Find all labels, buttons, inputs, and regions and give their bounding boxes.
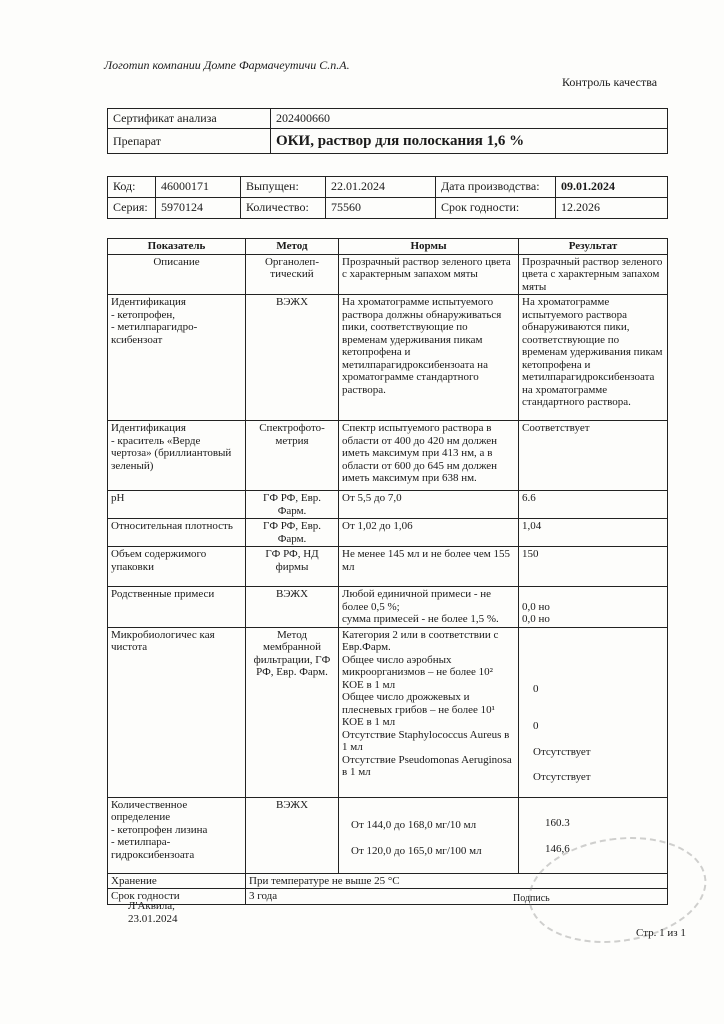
- norm-line: Категория 2 или в соответствии с Евр.Фарм.: [342, 628, 499, 653]
- table-row: [108, 519, 668, 547]
- result-cell: Соответствует: [519, 421, 668, 491]
- norm-line: Отсутствие Staphylococcus Aureus в 1 мл: [342, 728, 510, 753]
- method-cell: Спектрофото-метрия: [246, 421, 339, 491]
- norm-line: От 120,0 до 165,0 мг/100 мл: [351, 845, 482, 857]
- code-label: Код:: [108, 177, 156, 198]
- table-row: [108, 421, 668, 491]
- storage-label: Хранение: [108, 873, 246, 889]
- method-cell: ВЭЖХ: [246, 587, 339, 628]
- product-name: ОКИ, раствор для полоскания 1,6 %: [271, 128, 668, 154]
- parameter-cell: Относительная плотность: [108, 519, 246, 547]
- series-value: 5970124: [156, 198, 241, 219]
- footer-date: 23.01.2024: [128, 913, 178, 925]
- method-cell: ВЭЖХ: [246, 295, 339, 421]
- result-line: 0: [533, 720, 539, 732]
- result-cell: На хроматограмме испытуемого раствора обнаруживаются пики, соответствующие по временам удерживания пикам кетопрофена и метилпарагидроксибензоата на хроматограмме стандартного раствора.: [519, 295, 668, 421]
- column-header-method: Метод: [246, 239, 339, 255]
- certificate-label: Сертификат анализа: [108, 109, 271, 129]
- result-cell: 150: [519, 547, 668, 587]
- result-line: 0: [533, 682, 539, 695]
- method-cell: ГФ РФ, Евр. Фарм.: [246, 491, 339, 519]
- norm-cell: От 5,5 до 7,0: [339, 491, 519, 519]
- batch-info-table: [107, 176, 668, 219]
- page-number: Стр. 1 из 1: [636, 927, 686, 939]
- column-header-parameter: Показатель: [108, 239, 246, 255]
- result-line: Отсутствует: [533, 771, 591, 783]
- expiry-label: Срок годности:: [436, 198, 556, 219]
- storage-value: При температуре не выше 25 °С: [246, 873, 668, 889]
- norm-cell: [339, 627, 519, 797]
- method-cell: ГФ РФ, НД фирмы: [246, 547, 339, 587]
- expiry-value: 12.2026: [556, 198, 668, 219]
- result-cell: 0,0 но 0,0 но: [519, 587, 668, 628]
- norm-line: От 144,0 до 168,0 мг/10 мл: [351, 818, 477, 831]
- footer-place-date: [128, 900, 178, 926]
- parameter-cell: pH: [108, 491, 246, 519]
- norm-cell: Прозрачный раствор зеленого цвета с характерным запахом мяты: [339, 254, 519, 295]
- method-cell: ГФ РФ, Евр. Фарм.: [246, 519, 339, 547]
- parameter-cell: Родственные примеси: [108, 587, 246, 628]
- norm-line: Отсутствие Pseudomonas Aeruginosa в 1 мл: [342, 753, 512, 778]
- result-cell: 1,04: [519, 519, 668, 547]
- norm-cell: [339, 797, 519, 873]
- norm-line: Общее число дрожжевых и плесневых грибов – не более 10¹ КОЕ в 1 мл: [342, 691, 495, 728]
- norm-cell: Не менее 145 мл и не более чем 155 мл: [339, 547, 519, 587]
- signature-label: Подпись: [513, 893, 550, 904]
- method-cell: Органолеп-тический: [246, 254, 339, 295]
- footer-city: Л'Аквила,: [128, 900, 175, 912]
- parameter-cell: Объем содержимого упаковки: [108, 547, 246, 587]
- norm-cell: Любой единичной примеси - не более 0,5 %; сумма примесей - не более 1,5 %.: [339, 587, 519, 628]
- norm-cell: Спектр испытуемого раствора в области от 400 до 420 нм должен иметь максимум при 413 нм, а в области от 600 до 645 нм должен иметь максимум при 638 нм.: [339, 421, 519, 491]
- quantity-value: 75560: [326, 198, 436, 219]
- result-cell: 6.6: [519, 491, 668, 519]
- table-row: [108, 547, 668, 587]
- result-cell: Прозрачный раствор зеленого цвета с характерным запахом мяты: [519, 254, 668, 295]
- method-cell: Метод мембранной фильтрации, ГФ РФ, Евр. Фарм.: [246, 627, 339, 797]
- norm-cell: На хроматограмме испытуемого раствора должны обнаруживаться пики, соответствующие по временам удерживания пикам кетопрофена и метилпарагидроксибензоата на хроматограмме стандартного раствора.: [339, 295, 519, 421]
- product-label: Препарат: [108, 128, 271, 154]
- released-label: Выпущен:: [241, 177, 326, 198]
- parameter-cell: Микробиологичес кая чистота: [108, 627, 246, 797]
- production-date-value: 09.01.2024: [556, 177, 668, 198]
- company-logo-text: Логотип компании Домпе Фармачеутичи С.п.А.: [104, 58, 350, 72]
- parameter-cell: Описание: [108, 254, 246, 295]
- norm-line: Общее число аэробных микроорганизмов – не более 10² КОЕ в 1 мл: [342, 653, 493, 691]
- parameter-cell: Идентификация - кетопрофен, - метилпарагидро-ксибензоат: [108, 295, 246, 421]
- method-cell: ВЭЖХ: [246, 797, 339, 873]
- result-line: 146,6: [545, 843, 570, 855]
- quality-control-label: Контроль качества: [562, 75, 658, 89]
- shelf-life-value: 3 года: [246, 889, 668, 905]
- shelf-life-label: Срок годности: [108, 889, 246, 905]
- released-value: 22.01.2024: [326, 177, 436, 198]
- code-value: 46000171: [156, 177, 241, 198]
- table-row: [108, 491, 668, 519]
- analysis-table: [107, 238, 668, 905]
- production-date-label: Дата производства:: [436, 177, 556, 198]
- parameter-cell: Количественное определение - кетопрофен лизина - метилпара-гидроксибензоата: [108, 797, 246, 873]
- certificate-number: 202400660: [271, 109, 668, 129]
- column-header-norms: Нормы: [339, 239, 519, 255]
- column-header-result: Результат: [519, 239, 668, 255]
- result-line: 160.3: [545, 816, 570, 829]
- result-line: Отсутствует: [533, 745, 591, 758]
- result-cell: [519, 627, 668, 797]
- certificate-header-table: [107, 108, 668, 154]
- table-row: [108, 627, 668, 797]
- table-row: [108, 587, 668, 628]
- table-row: [108, 254, 668, 295]
- series-label: Серия:: [108, 198, 156, 219]
- norm-cell: От 1,02 до 1,06: [339, 519, 519, 547]
- quantity-label: Количество:: [241, 198, 326, 219]
- parameter-cell: Идентификация - краситель «Верде чертоза» (бриллиантовый зеленый): [108, 421, 246, 491]
- table-row: [108, 295, 668, 421]
